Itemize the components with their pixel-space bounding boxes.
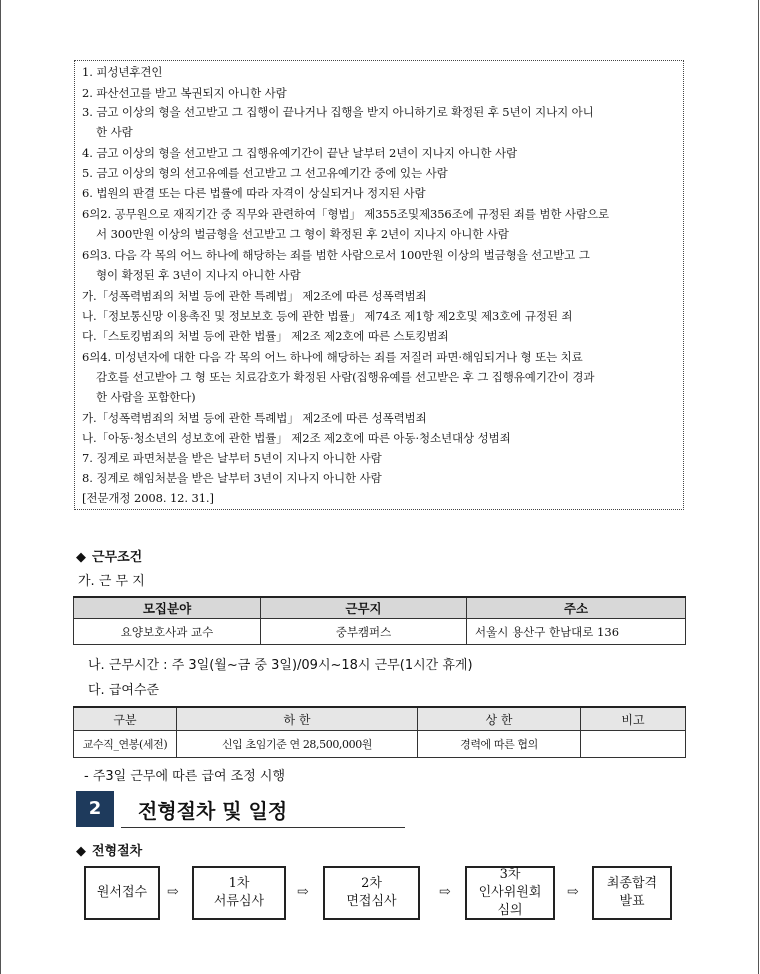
selection-process-heading-text: 전형절차 (92, 844, 143, 859)
location-table-header (74, 597, 686, 619)
header-cell: 비고 (581, 707, 686, 731)
header-cell: 상 한 (418, 707, 581, 731)
selection-process-heading (76, 840, 142, 859)
work-conditions-heading (76, 546, 142, 565)
disqualification-item: 1. 피성년후견인 (82, 65, 163, 79)
process-step-text: 1차 (228, 876, 250, 891)
disqualification-item: 3. 금고 이상의 형을 선고받고 그 집행이 끝나거나 집행을 받지 아니하기로 확정된 후 5년이 지나지 아니 (82, 105, 594, 119)
process-step-text: 3차 (499, 867, 521, 882)
section-title-underline (121, 827, 405, 828)
right-arrow-icon: ⇨ (439, 884, 451, 900)
process-step-text: 최종합격 (606, 876, 658, 891)
disqualification-item: 2. 파산선고를 받고 복권되지 아니한 사람 (82, 86, 287, 100)
header-cell: 구분 (74, 707, 177, 731)
process-step-text: 2차 (361, 876, 382, 891)
right-arrow-icon: ⇨ (567, 884, 579, 900)
table-cell: 경력에 따른 협의 (418, 731, 581, 758)
salary-table-header (74, 707, 686, 731)
disqualification-item: [전문개정 2008. 12. 31.] (82, 491, 214, 505)
page-left-border (0, 0, 1, 974)
process-step-box (465, 866, 555, 920)
disqualification-item: 8. 징계로 해임처분을 받은 날부터 3년이 지나지 아니한 사람 (82, 471, 382, 485)
process-step-box (84, 866, 160, 920)
section-title: 전형절차 및 일정 (138, 799, 288, 823)
diamond-bullet-icon: ◆ (76, 844, 86, 859)
disqualification-box (74, 60, 684, 510)
work-hours-text: 나. 근무시간 : 주 3일(월~금 중 3일)/09시~18시 근무(1시간 휴게) (88, 658, 473, 673)
process-step-text: 발표 (619, 894, 645, 909)
disqualification-item: 감호를 선고받아 그 형 또는 치료감호가 확정된 사람(집행유예를 선고받은 후 그 집행유예기간이 경과 (96, 370, 595, 384)
right-arrow-icon: ⇨ (297, 884, 309, 900)
disqualification-item: 나.「정보통신망 이용촉진 및 정보보호 등에 관한 법률」 제74조 제1항 제2호및 제3호에 규정된 죄 (82, 309, 573, 323)
table-cell: 중부캠퍼스 (261, 619, 467, 645)
disqualification-item: 형이 확정된 후 3년이 지나지 아니한 사람 (96, 268, 301, 282)
location-label: 가. 근 무 지 (78, 574, 145, 589)
disqualification-item: 나.「아동·청소년의 성보호에 관한 법률」 제2조 제2호에 따른 아동·청소년대상 성범죄 (82, 431, 511, 445)
section-number-badge: 2 (76, 791, 114, 827)
disqualification-item: 가.「성폭력범죄의 처벌 등에 관한 특례법」 제2조에 따른 성폭력범죄 (82, 411, 427, 425)
process-step-text: 심의 (497, 903, 523, 918)
process-step-box (192, 866, 286, 920)
work-conditions-heading-text: 근무조건 (92, 550, 143, 565)
disqualification-item: 다.「스토킹범죄의 처벌 등에 관한 법률」 제2조 제2호에 따른 스토킹범죄 (82, 329, 449, 343)
table-row (74, 731, 686, 758)
table-cell: 교수직_연봉(세전) (74, 731, 177, 758)
disqualification-item: 6. 법원의 판결 또는 다른 법률에 따라 자격이 상실되거나 정지된 사람 (82, 186, 426, 200)
table-cell (581, 731, 686, 758)
salary-label: 다. 급여수준 (88, 683, 160, 698)
process-step-text: 면접심사 (346, 894, 397, 909)
disqualification-item: 5. 금고 이상의 형의 선고유예를 선고받고 그 선고유예기간 중에 있는 사람 (82, 166, 448, 180)
header-cell: 모집분야 (74, 597, 261, 619)
header-cell: 하 한 (177, 707, 418, 731)
diamond-bullet-icon: ◆ (76, 550, 86, 565)
table-cell: 신입 초임기준 연 28,500,000원 (177, 731, 418, 758)
process-step-text: 인사위원회 (478, 885, 542, 900)
header-cell: 근무지 (261, 597, 467, 619)
right-arrow-icon: ⇨ (167, 884, 179, 900)
page-right-border (758, 0, 759, 974)
disqualification-item: 7. 징계로 파면처분을 받은 날부터 5년이 지나지 아니한 사람 (82, 451, 382, 465)
disqualification-item: 가.「성폭력범죄의 처벌 등에 관한 특례법」 제2조에 따른 성폭력범죄 (82, 289, 427, 303)
disqualification-item: 한 사람을 포함한다) (96, 390, 196, 404)
process-step-box (592, 866, 672, 920)
table-cell: 요양보호사과 교수 (74, 619, 261, 645)
header-cell: 주소 (467, 597, 686, 619)
location-table (73, 596, 686, 645)
salary-table (73, 706, 686, 758)
table-row (74, 619, 686, 645)
process-step-text: 원서접수 (96, 885, 148, 900)
disqualification-item: 4. 금고 이상의 형을 선고받고 그 집행유예기간이 끝난 날부터 2년이 지나지 아니한 사람 (82, 146, 517, 160)
salary-note: - 주3일 근무에 따른 급여 조정 시행 (84, 769, 286, 784)
disqualification-item: 6의3. 다음 각 목의 어느 하나에 해당하는 죄를 범한 사람으로서 100만원 이상의 벌금형을 선고받고 그 (82, 248, 590, 262)
disqualification-item: 6의4. 미성년자에 대한 다음 각 목의 어느 하나에 해당하는 죄를 저질러 파면·해임되거나 형 또는 치료 (82, 350, 583, 364)
disqualification-item: 한 사람 (96, 125, 133, 139)
table-cell: 서울시 용산구 한남대로 136 (467, 619, 686, 645)
disqualification-item: 6의2. 공무원으로 재직기간 중 직무와 관련하여「형법」 제355조및제356조에 규정된 죄를 범한 사람으로 (82, 207, 609, 221)
process-step-text: 서류심사 (213, 894, 265, 909)
disqualification-item: 서 300만원 이상의 벌금형을 선고받고 그 형이 확정된 후 2년이 지나지 아니한 사람 (96, 227, 509, 241)
process-step-box (323, 866, 420, 920)
